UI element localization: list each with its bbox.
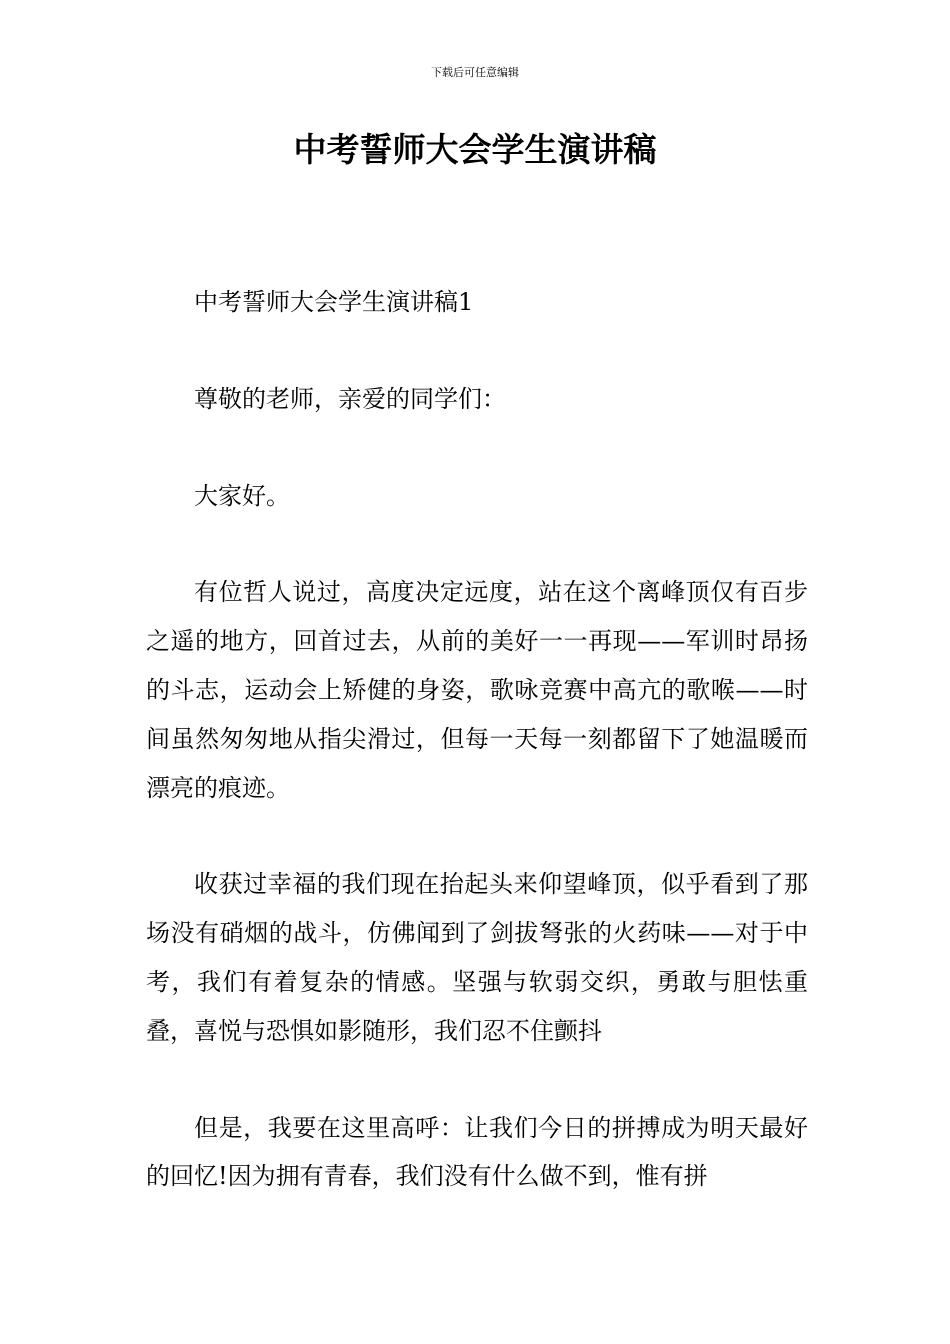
paragraph: 但是，我要在这里高呼：让我们今日的拼搏成为明天最好的回忆!因为拥有青春，我们没有什么做不到，惟有拼 <box>146 1113 808 1191</box>
header-note: 下载后可任意编辑 <box>431 66 519 79</box>
paragraph: 尊敬的老师，亲爱的同学们： <box>194 384 506 413</box>
paragraph: 收获过幸福的我们现在抬起头来仰望峰顶，似乎看到了那场没有硝烟的战斗，仿佛闻到了剑拔弩张的火药味——对于中考，我们有着复杂的情感。坚强与软弱交织，勇敢与胆怯重叠，喜悦与恐惧如影随形，我们忍不住颤抖 <box>146 870 808 1045</box>
paragraph: 中考誓师大会学生演讲稿1 <box>194 288 474 316</box>
paragraph: 有位哲人说过，高度决定远度，站在这个离峰顶仅有百步之遥的地方，回首过去，从前的美好一一再现——军训时昂扬的斗志，运动会上矫健的身姿，歌咏竞赛中高亢的歌喉——时间虽然匆匆地从指尖滑过，但每一天每一刻都留下了她温暖而漂亮的痕迹。 <box>146 578 808 802</box>
document-title: 中考誓师大会学生演讲稿 <box>293 130 657 169</box>
document-body <box>146 278 808 1249</box>
paragraph: 大家好。 <box>194 481 290 510</box>
